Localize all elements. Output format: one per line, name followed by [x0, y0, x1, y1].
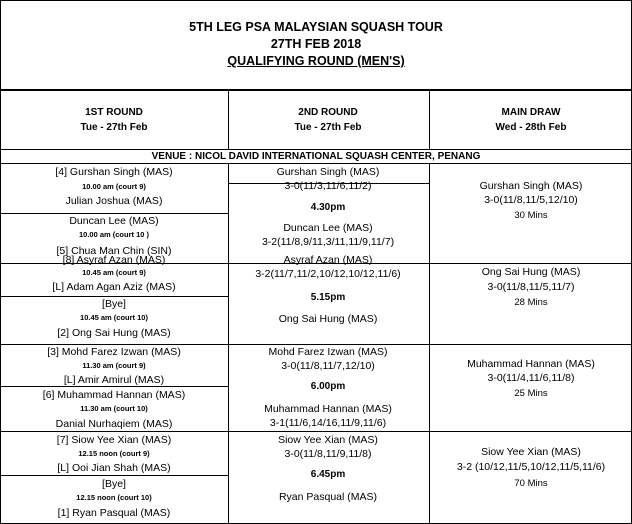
r2-match-2-time: 5.15pm [310, 292, 346, 303]
r2-match-1-score-1: 3-0(11/3,11/6,11/2) [284, 180, 372, 192]
r2-match-1-winner-2: Duncan Lee (MAS) [283, 222, 373, 234]
round-title: QUALIFYING ROUND (MEN'S) [227, 54, 405, 68]
main-draw-4-score: 3-2 (10/12,11/5,10/12,11/5,11/6) [456, 461, 606, 473]
col-divider [429, 90, 430, 149]
match-1-player-1: [4] Gurshan Singh (MAS) [55, 166, 173, 178]
match-3-time: 10.45 am (court 9) [82, 268, 146, 277]
match-6-time: 11.30 am (court 10) [80, 404, 148, 413]
match-4-player-2: [2] Ong Sai Hung (MAS) [57, 327, 171, 339]
r2-match-2-winner-2: Ong Sai Hung (MAS) [278, 313, 378, 325]
match-1-time: 10.00 am (court 9) [82, 182, 146, 191]
match-divider [0, 475, 228, 476]
match-4-time: 10.45 am (court 10) [80, 313, 148, 322]
main-draw-1-score: 3-0(11/8,11/5,12/10) [484, 194, 578, 206]
main-draw-1-winner: Gurshan Singh (MAS) [479, 180, 583, 192]
match-2-time: 10.00 am (court 10 ) [78, 230, 150, 239]
main-draw-2-winner: Ong Sai Hung (MAS) [481, 266, 581, 278]
col-header-main-draw-date: Wed - 28th Feb [495, 122, 567, 133]
col-header-main-draw: MAIN DRAW [501, 107, 561, 118]
col-header-round1: 1ST ROUND [85, 107, 143, 118]
venue-rule [0, 163, 632, 164]
main-draw-2-score: 3-0(11/8,11/5,11/7) [487, 281, 575, 293]
match-5-player-1: [3] Mohd Farez Izwan (MAS) [47, 346, 181, 358]
main-draw-3-score: 3-0(11/4,11/6,11/8) [487, 372, 575, 384]
r2-match-4-score-1: 3-0(11/8,11/9,11/8) [284, 448, 372, 460]
match-divider [0, 296, 228, 297]
tournament-title: 5TH LEG PSA MALAYSIAN SQUASH TOUR [189, 20, 443, 34]
r2-match-3-winner-1: Mohd Farez Izwan (MAS) [268, 346, 388, 358]
r2-match-4-winner-1: Siow Yee Xian (MAS) [278, 434, 378, 446]
match-5-time: 11.30 am (court 9) [82, 361, 146, 370]
match-divider [0, 386, 228, 387]
match-6-player-2: Danial Nurhaqiem (MAS) [55, 418, 173, 430]
r2-match-1-winner-1: Gurshan Singh (MAS) [276, 166, 380, 178]
main-draw-4-winner: Siow Yee Xian (MAS) [481, 446, 581, 458]
match-6-player-1: [6] Muhammad Hannan (MAS) [42, 389, 186, 401]
match-7-player-2: [L] Ooi Jian Shah (MAS) [57, 462, 171, 474]
r2-match-2-winner-1: Asyraf Azan (MAS) [283, 254, 373, 266]
match-1-player-2: Julian Joshua (MAS) [65, 195, 163, 207]
header-rule [0, 149, 632, 150]
col-header-round2: 2ND ROUND [298, 107, 358, 118]
match-7-time: 12.15 noon (court 9) [78, 449, 150, 458]
main-draw-2-duration: 28 Mins [514, 297, 548, 308]
group-divider [0, 344, 632, 345]
col-divider [228, 90, 229, 149]
match-8-player-2: [1] Ryan Pasqual (MAS) [57, 507, 171, 519]
venue: VENUE : NICOL DAVID INTERNATIONAL SQUASH CENTER, PENANG [151, 151, 481, 162]
main-draw-3-duration: 25 Mins [514, 388, 548, 399]
match-3-player-1: [8] Asyraf Azan (MAS) [62, 254, 166, 266]
match-5-player-2: [L] Amir Amirul (MAS) [63, 374, 165, 386]
match-3-player-2: [L] Adam Agan Aziz (MAS) [52, 281, 176, 293]
main-draw-3-winner: Muhammad Hannan (MAS) [467, 358, 595, 370]
match-8-time: 12.15 noon (court 10) [76, 493, 152, 502]
r2-match-4-time: 6.45pm [310, 469, 346, 480]
r2-match-3-time: 6.00pm [310, 381, 346, 392]
main-draw-1-duration: 30 Mins [514, 210, 548, 221]
col-header-round1-date: Tue - 27th Feb [80, 122, 148, 133]
match-2-player-1: Duncan Lee (MAS) [69, 215, 159, 227]
r2-match-3-score-1: 3-0(11/8,11/7,12/10) [281, 360, 375, 372]
col-header-round2-date: Tue - 27th Feb [294, 122, 362, 133]
main-draw-4-duration: 70 Mins [514, 478, 548, 489]
match-4-player-1: [Bye] [102, 298, 126, 310]
r2-match-1-time: 4.30pm [310, 202, 346, 213]
r2-match-4-winner-2: Ryan Pasqual (MAS) [278, 491, 378, 503]
r2-match-3-winner-2: Muhammad Hannan (MAS) [264, 403, 392, 415]
match-divider [0, 213, 228, 214]
match-7-player-1: [7] Siow Yee Xian (MAS) [56, 434, 172, 446]
r2-match-1-score-2: 3-2(11/8,9/11,3/11,11/9,11/7) [261, 236, 395, 248]
match-8-player-1: [Bye] [102, 478, 126, 490]
r2-match-2-score-1: 3-2(11/7,11/2,10/12,10/12,11/6) [255, 268, 401, 280]
group-divider [0, 431, 632, 432]
match-2-player-2: [5] Chua Man Chin (SIN) [56, 245, 172, 257]
event-date: 27TH FEB 2018 [270, 37, 362, 51]
r2-match-3-score-2: 3-1(11/6,14/16,11/9,11/6) [269, 417, 387, 429]
